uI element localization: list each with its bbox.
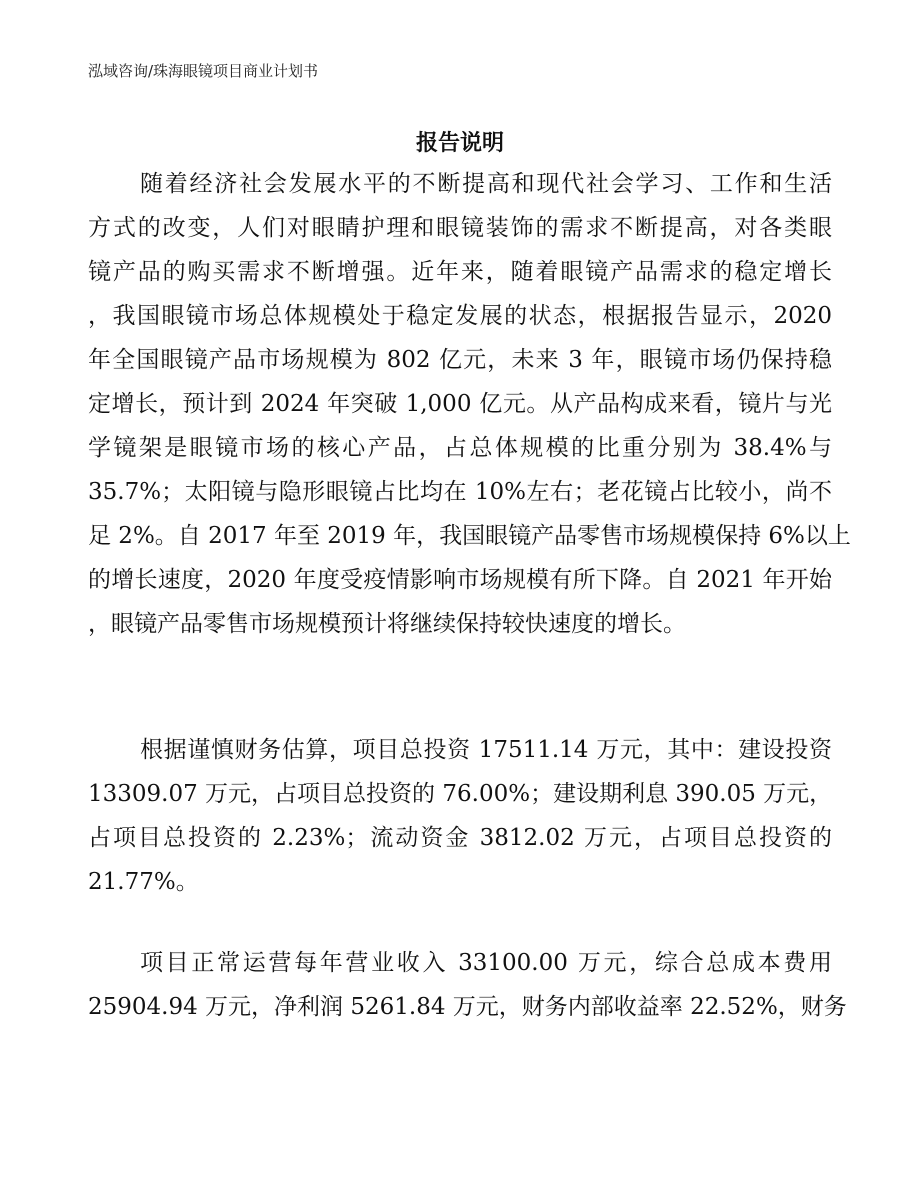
text-line: ，眼镜产品零售市场规模预计将继续保持较快速度的增长。 — [88, 611, 686, 637]
text-line: 13309.07 万元，占项目总投资的 76.00%；建设期利息 390.05 万元， — [88, 781, 833, 807]
text-line: 根据谨慎财务估算，项目总投资 17511.14 万元，其中：建设投资 — [140, 737, 832, 763]
text-line: 随着经济社会发展水平的不断提高和现代社会学习、工作和生活 — [140, 171, 832, 197]
section-title: 报告说明 — [415, 131, 504, 156]
text-line: 学镜架是眼镜市场的核心产品，占总体规模的比重分别为 38.4%与 — [88, 435, 832, 461]
text-line: ，我国眼镜市场总体规模处于稳定发展的状态，根据报告显示，2020 — [88, 303, 832, 329]
text-line: 35.7%；太阳镜与隐形眼镜占比均在 10%左右；老花镜占比较小，尚不 — [88, 479, 832, 505]
text-line: 项目正常运营每年营业收入 33100.00 万元，综合总成本费用 — [140, 950, 832, 976]
text-line: 定增长，预计到 2024 年突破 1,000 亿元。从产品构成来看，镜片与光 — [88, 391, 832, 417]
text-line: 足 2%。自 2017 年至 2019 年，我国眼镜产品零售市场规模保持 6%以上 — [88, 523, 851, 549]
text-line: 占项目总投资的 2.23%；流动资金 3812.02 万元，占项目总投资的 — [88, 825, 832, 851]
text-line: 21.77%。 — [88, 869, 199, 895]
text-line: 25904.94 万元，净利润 5261.84 万元，财务内部收益率 22.52%，财务 — [88, 994, 847, 1020]
text-line: 的增长速度，2020 年度受疫情影响市场规模有所下降。自 2021 年开始 — [88, 567, 832, 593]
running-header: 泓域咨询/珠海眼镜项目商业计划书 — [88, 62, 319, 80]
text-line: 镜产品的购买需求不断增强。近年来，随着眼镜产品需求的稳定增长 — [88, 259, 832, 285]
text-line: 方式的改变，人们对眼睛护理和眼镜装饰的需求不断提高，对各类眼 — [88, 215, 832, 241]
text-line: 年全国眼镜产品市场规模为 802 亿元，未来 3 年，眼镜市场仍保持稳 — [88, 347, 832, 373]
